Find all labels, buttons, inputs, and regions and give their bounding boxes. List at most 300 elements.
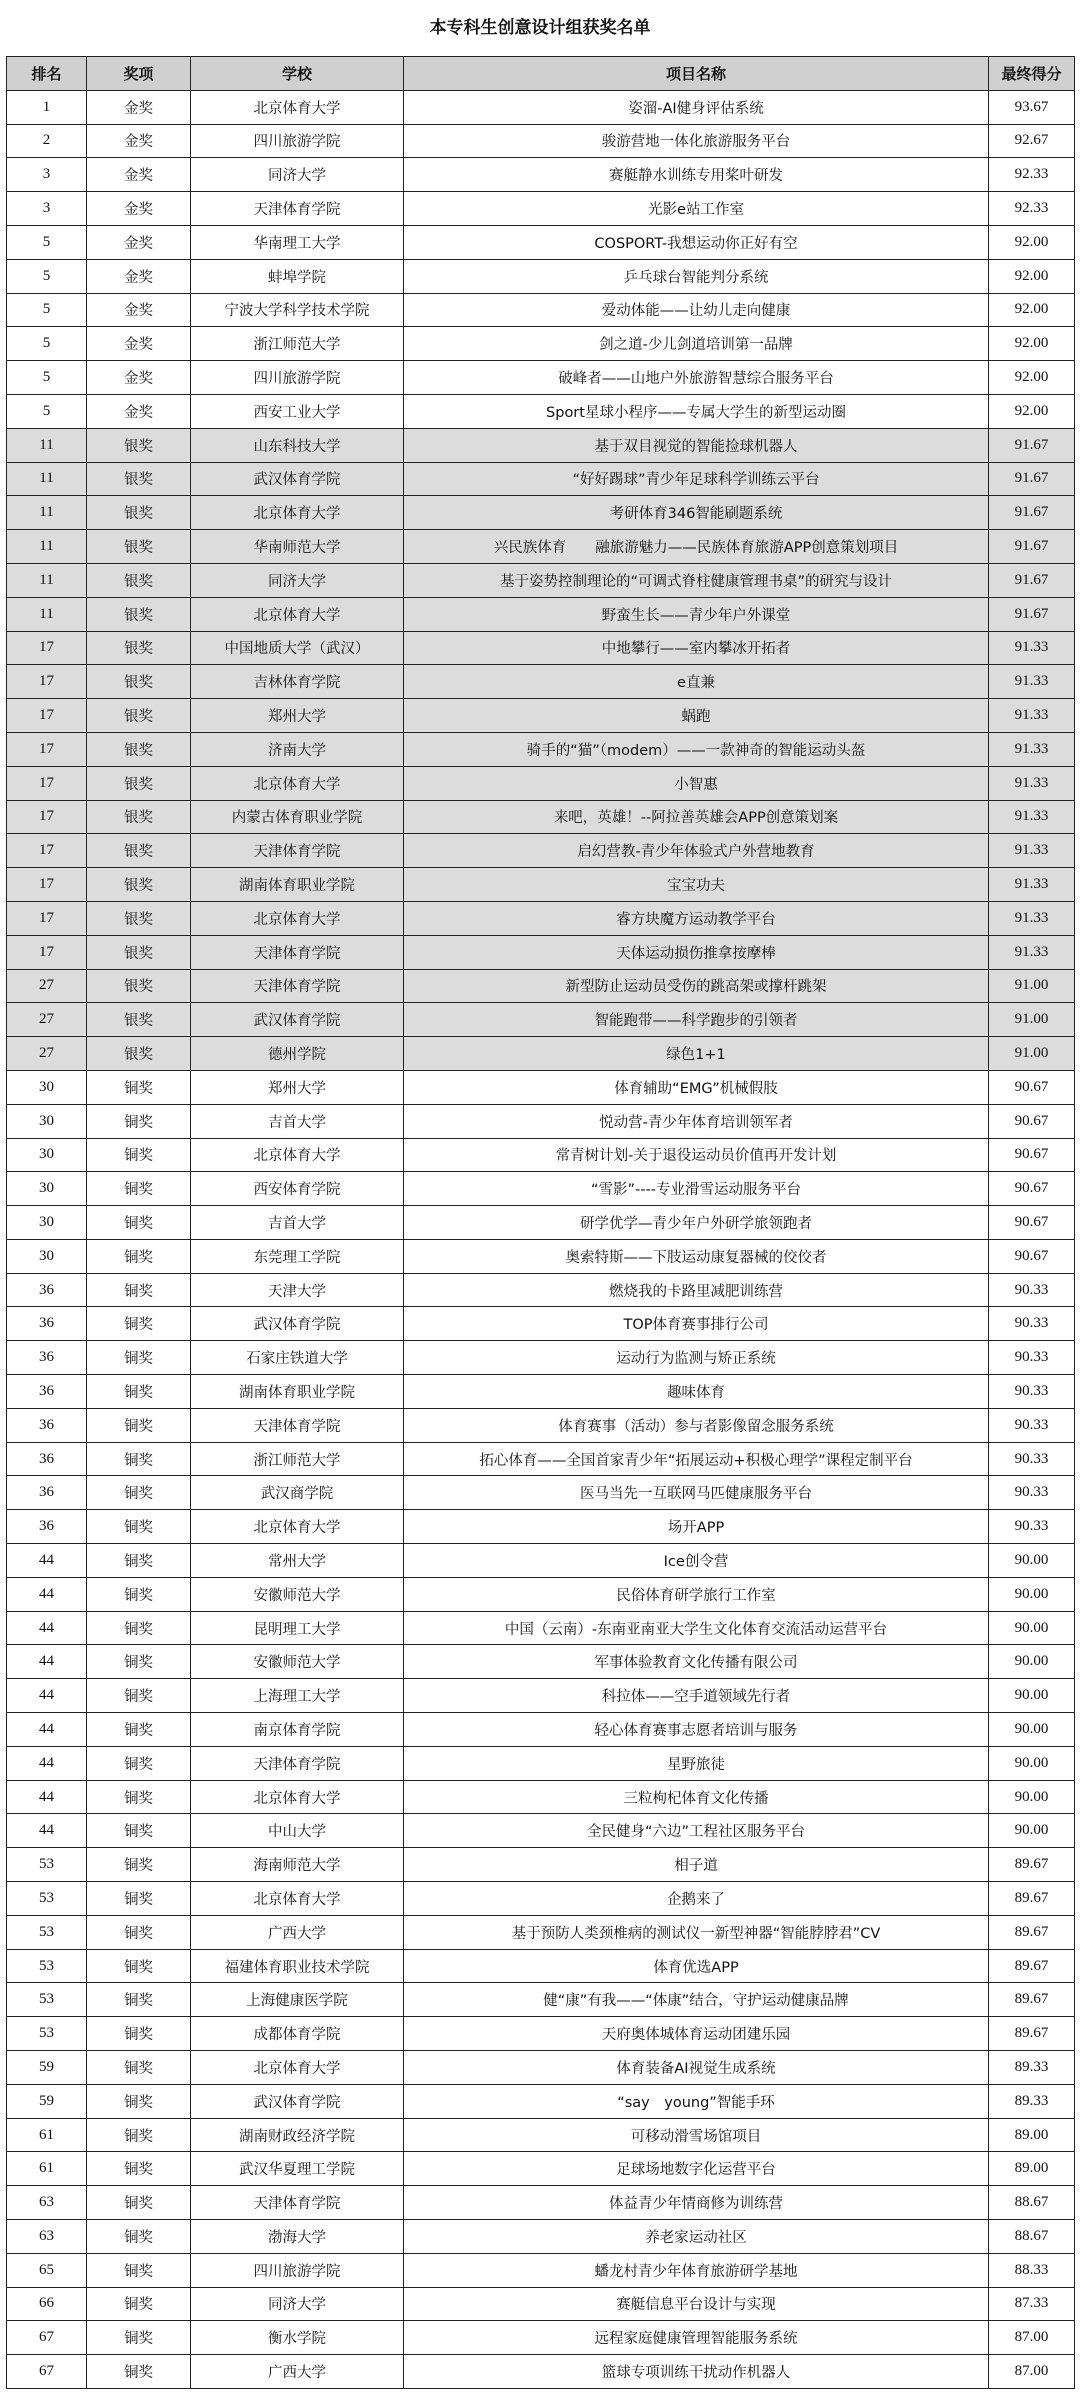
- school-cell: 山东科技大学: [191, 428, 404, 462]
- school-cell: 衡水学院: [191, 2321, 404, 2355]
- project-name-cell: 来吧，英雄！--阿拉善英雄会APP创意策划案: [404, 800, 989, 834]
- award-cell: 银奖: [87, 597, 191, 631]
- score-cell: 90.67: [989, 1070, 1075, 1104]
- school-cell: 德州学院: [191, 1037, 404, 1071]
- score-cell: 91.00: [989, 1003, 1075, 1037]
- school-cell: 内蒙古体育职业学院: [191, 800, 404, 834]
- award-cell: 铜奖: [87, 1510, 191, 1544]
- table-row: [7, 1611, 1075, 1645]
- rank-cell: 11: [7, 597, 87, 631]
- school-cell: 吉首大学: [191, 1206, 404, 1240]
- table-row: [7, 2118, 1075, 2152]
- header-final-score: 最终得分: [989, 57, 1075, 91]
- score-cell: 90.33: [989, 1476, 1075, 1510]
- school-cell: 广西大学: [191, 1915, 404, 1949]
- project-name-cell: 体益青少年情商修为训练营: [404, 2186, 989, 2220]
- score-cell: 89.67: [989, 2017, 1075, 2051]
- project-name-cell: 基于预防人类颈椎病的测试仪一新型神器“智能脖脖君”CV: [404, 1915, 989, 1949]
- rank-cell: 36: [7, 1408, 87, 1442]
- school-cell: 中山大学: [191, 1814, 404, 1848]
- award-cell: 银奖: [87, 496, 191, 530]
- rank-cell: 44: [7, 1544, 87, 1578]
- award-cell: 铜奖: [87, 1273, 191, 1307]
- project-name-cell: 基于姿势控制理论的“可调式脊柱健康管理书桌”的研究与设计: [404, 563, 989, 597]
- award-cell: 银奖: [87, 428, 191, 462]
- rank-cell: 59: [7, 2051, 87, 2085]
- award-cell: 铜奖: [87, 1239, 191, 1273]
- award-cell: 铜奖: [87, 1544, 191, 1578]
- table-row: [7, 1949, 1075, 1983]
- school-cell: 北京体育大学: [191, 597, 404, 631]
- award-cell: 银奖: [87, 732, 191, 766]
- project-name-cell: 体育装备AI视觉生成系统: [404, 2051, 989, 2085]
- rank-cell: 30: [7, 1239, 87, 1273]
- table-row: [7, 766, 1075, 800]
- table-row: [7, 428, 1075, 462]
- rank-cell: 44: [7, 1611, 87, 1645]
- school-cell: 海南师范大学: [191, 1848, 404, 1882]
- score-cell: 89.67: [989, 1949, 1075, 1983]
- score-cell: 91.00: [989, 1037, 1075, 1071]
- school-cell: 郑州大学: [191, 1070, 404, 1104]
- score-cell: 90.67: [989, 1172, 1075, 1206]
- rank-cell: 17: [7, 766, 87, 800]
- score-cell: 88.67: [989, 2220, 1075, 2254]
- table-row: [7, 2253, 1075, 2287]
- school-cell: 天津体育学院: [191, 1746, 404, 1780]
- rank-cell: 17: [7, 631, 87, 665]
- table-row: [7, 1206, 1075, 1240]
- project-name-cell: 轻心体育赛事志愿者培训与服务: [404, 1713, 989, 1747]
- award-cell: 铜奖: [87, 1915, 191, 1949]
- score-cell: 92.00: [989, 394, 1075, 428]
- project-name-cell: 破峰者——山地户外旅游智慧综合服务平台: [404, 361, 989, 395]
- project-name-cell: 野蛮生长——青少年户外课堂: [404, 597, 989, 631]
- table-row: [7, 868, 1075, 902]
- score-cell: 90.00: [989, 1577, 1075, 1611]
- rank-cell: 5: [7, 327, 87, 361]
- award-cell: 铜奖: [87, 2186, 191, 2220]
- award-cell: 银奖: [87, 800, 191, 834]
- score-cell: 90.33: [989, 1341, 1075, 1375]
- score-cell: 91.33: [989, 766, 1075, 800]
- award-cell: 铜奖: [87, 2253, 191, 2287]
- project-name-cell: 骑手的“猫”（modem）——一款神奇的智能运动头盔: [404, 732, 989, 766]
- award-cell: 铜奖: [87, 1172, 191, 1206]
- table-row: [7, 1104, 1075, 1138]
- project-name-cell: 蜗跑: [404, 699, 989, 733]
- score-cell: 90.00: [989, 1713, 1075, 1747]
- table-row: [7, 732, 1075, 766]
- table-row: [7, 665, 1075, 699]
- school-cell: 上海健康医学院: [191, 1983, 404, 2017]
- header-project-name: 项目名称: [404, 57, 989, 91]
- project-name-cell: 小智惠: [404, 766, 989, 800]
- school-cell: 吉首大学: [191, 1104, 404, 1138]
- rank-cell: 44: [7, 1577, 87, 1611]
- score-cell: 90.00: [989, 1611, 1075, 1645]
- header-award: 奖项: [87, 57, 191, 91]
- school-cell: 武汉体育学院: [191, 462, 404, 496]
- school-cell: 北京体育大学: [191, 1510, 404, 1544]
- project-name-cell: 智能跑带——科学跑步的引领者: [404, 1003, 989, 1037]
- project-name-cell: 常青树计划-关于退役运动员价值再开发计划: [404, 1138, 989, 1172]
- score-cell: 90.00: [989, 1544, 1075, 1578]
- rank-cell: 11: [7, 530, 87, 564]
- award-cell: 金奖: [87, 158, 191, 192]
- table-row: [7, 462, 1075, 496]
- project-name-cell: 天府奥体城体育运动团建乐园: [404, 2017, 989, 2051]
- rank-cell: 17: [7, 732, 87, 766]
- award-cell: 银奖: [87, 563, 191, 597]
- project-name-cell: 养老家运动社区: [404, 2220, 989, 2254]
- award-cell: 银奖: [87, 935, 191, 969]
- score-cell: 91.33: [989, 935, 1075, 969]
- award-cell: 银奖: [87, 1037, 191, 1071]
- project-name-cell: 医马当先一互联网马匹健康服务平台: [404, 1476, 989, 1510]
- score-cell: 89.67: [989, 1915, 1075, 1949]
- project-name-cell: 姿溜-AI健身评估系统: [404, 90, 989, 124]
- project-name-cell: Sport星球小程序——专属大学生的新型运动圈: [404, 394, 989, 428]
- project-name-cell: 运动行为监测与矫正系统: [404, 1341, 989, 1375]
- project-name-cell: e直兼: [404, 665, 989, 699]
- project-name-cell: 乒乓球台智能判分系统: [404, 259, 989, 293]
- school-cell: 同济大学: [191, 563, 404, 597]
- table-row: [7, 1746, 1075, 1780]
- award-cell: 铜奖: [87, 1070, 191, 1104]
- rank-cell: 2: [7, 124, 87, 158]
- score-cell: 90.33: [989, 1408, 1075, 1442]
- award-cell: 铜奖: [87, 1746, 191, 1780]
- table-row: [7, 192, 1075, 226]
- score-cell: 89.33: [989, 2084, 1075, 2118]
- award-cell: 铜奖: [87, 1307, 191, 1341]
- project-name-cell: 科拉体——空手道领域先行者: [404, 1679, 989, 1713]
- rank-cell: 5: [7, 293, 87, 327]
- rank-cell: 30: [7, 1070, 87, 1104]
- table-row: [7, 2084, 1075, 2118]
- award-cell: 铜奖: [87, 2321, 191, 2355]
- award-cell: 铜奖: [87, 1780, 191, 1814]
- school-cell: 东莞理工学院: [191, 1239, 404, 1273]
- award-cell: 铜奖: [87, 1611, 191, 1645]
- school-cell: 北京体育大学: [191, 1780, 404, 1814]
- project-name-cell: 天体运动损伤推拿按摩棒: [404, 935, 989, 969]
- table-row: [7, 1375, 1075, 1409]
- score-cell: 89.00: [989, 2152, 1075, 2186]
- table-row: [7, 158, 1075, 192]
- school-cell: 天津体育学院: [191, 1408, 404, 1442]
- award-cell: 铜奖: [87, 1104, 191, 1138]
- school-cell: 武汉体育学院: [191, 1307, 404, 1341]
- rank-cell: 30: [7, 1206, 87, 1240]
- rank-cell: 36: [7, 1341, 87, 1375]
- award-cell: 金奖: [87, 90, 191, 124]
- score-cell: 91.33: [989, 868, 1075, 902]
- school-cell: 郑州大学: [191, 699, 404, 733]
- rank-cell: 66: [7, 2287, 87, 2321]
- project-name-cell: 启幻营教-青少年体验式户外营地教育: [404, 834, 989, 868]
- rank-cell: 67: [7, 2355, 87, 2389]
- table-row: [7, 259, 1075, 293]
- rank-cell: 67: [7, 2321, 87, 2355]
- score-cell: 90.00: [989, 1780, 1075, 1814]
- table-row: [7, 1408, 1075, 1442]
- school-cell: 安徽师范大学: [191, 1645, 404, 1679]
- score-cell: 91.67: [989, 428, 1075, 462]
- school-cell: 武汉华夏理工学院: [191, 2152, 404, 2186]
- table-row: [7, 1273, 1075, 1307]
- rank-cell: 30: [7, 1172, 87, 1206]
- school-cell: 常州大学: [191, 1544, 404, 1578]
- school-cell: 同济大学: [191, 158, 404, 192]
- project-name-cell: 相子道: [404, 1848, 989, 1882]
- table-row: [7, 2152, 1075, 2186]
- table-row: [7, 1882, 1075, 1916]
- award-cell: 金奖: [87, 327, 191, 361]
- school-cell: 西安工业大学: [191, 394, 404, 428]
- score-cell: 89.00: [989, 2118, 1075, 2152]
- rank-cell: 5: [7, 394, 87, 428]
- award-cell: 铜奖: [87, 1848, 191, 1882]
- award-cell: 铜奖: [87, 2017, 191, 2051]
- school-cell: 北京体育大学: [191, 901, 404, 935]
- school-cell: 昆明理工大学: [191, 1611, 404, 1645]
- score-cell: 87.00: [989, 2355, 1075, 2389]
- awards-table: [6, 56, 1075, 2389]
- school-cell: 浙江师范大学: [191, 327, 404, 361]
- rank-cell: 30: [7, 1138, 87, 1172]
- table-row: [7, 2220, 1075, 2254]
- rank-cell: 3: [7, 158, 87, 192]
- school-cell: 华南师范大学: [191, 530, 404, 564]
- score-cell: 90.33: [989, 1375, 1075, 1409]
- school-cell: 四川旅游学院: [191, 361, 404, 395]
- school-cell: 北京体育大学: [191, 766, 404, 800]
- score-cell: 92.00: [989, 327, 1075, 361]
- rank-cell: 36: [7, 1375, 87, 1409]
- award-cell: 铜奖: [87, 1645, 191, 1679]
- rank-cell: 17: [7, 935, 87, 969]
- score-cell: 91.33: [989, 800, 1075, 834]
- score-cell: 93.67: [989, 90, 1075, 124]
- rank-cell: 53: [7, 1882, 87, 1916]
- rank-cell: 11: [7, 496, 87, 530]
- table-row: [7, 1307, 1075, 1341]
- score-cell: 91.67: [989, 496, 1075, 530]
- rank-cell: 5: [7, 225, 87, 259]
- rank-cell: 44: [7, 1814, 87, 1848]
- score-cell: 91.33: [989, 665, 1075, 699]
- header-rank: 排名: [7, 57, 87, 91]
- project-name-cell: 星野旅徒: [404, 1746, 989, 1780]
- rank-cell: 53: [7, 1915, 87, 1949]
- award-cell: 铜奖: [87, 1206, 191, 1240]
- award-cell: 银奖: [87, 631, 191, 665]
- rank-cell: 44: [7, 1746, 87, 1780]
- project-name-cell: “雪影”----专业滑雪运动服务平台: [404, 1172, 989, 1206]
- school-cell: 北京体育大学: [191, 1882, 404, 1916]
- score-cell: 90.00: [989, 1746, 1075, 1780]
- project-name-cell: TOP体育赛事排行公司: [404, 1307, 989, 1341]
- project-name-cell: COSPORT-我想运动你正好有空: [404, 225, 989, 259]
- rank-cell: 17: [7, 665, 87, 699]
- project-name-cell: 三粒枸杞体育文化传播: [404, 1780, 989, 1814]
- school-cell: 武汉体育学院: [191, 2084, 404, 2118]
- award-cell: 铜奖: [87, 2355, 191, 2389]
- award-cell: 铜奖: [87, 2118, 191, 2152]
- score-cell: 92.33: [989, 192, 1075, 226]
- table-row: [7, 2017, 1075, 2051]
- table-row: [7, 1645, 1075, 1679]
- award-cell: 银奖: [87, 530, 191, 564]
- project-name-cell: 新型防止运动员受伤的跳高架或撑杆跳架: [404, 969, 989, 1003]
- school-cell: 湖南体育职业学院: [191, 868, 404, 902]
- score-cell: 90.33: [989, 1307, 1075, 1341]
- score-cell: 92.67: [989, 124, 1075, 158]
- score-cell: 89.67: [989, 1983, 1075, 2017]
- table-row: [7, 597, 1075, 631]
- project-name-cell: 民俗体育研学旅行工作室: [404, 1577, 989, 1611]
- rank-cell: 53: [7, 1983, 87, 2017]
- project-name-cell: 光影e站工作室: [404, 192, 989, 226]
- project-name-cell: 绿色1+1: [404, 1037, 989, 1071]
- rank-cell: 61: [7, 2152, 87, 2186]
- table-row: [7, 1983, 1075, 2017]
- table-row: [7, 293, 1075, 327]
- rank-cell: 30: [7, 1104, 87, 1138]
- table-body: [7, 90, 1075, 2388]
- table-row: [7, 225, 1075, 259]
- project-name-cell: 剑之道-少儿剑道培训第一品牌: [404, 327, 989, 361]
- award-cell: 铜奖: [87, 1375, 191, 1409]
- score-cell: 91.67: [989, 462, 1075, 496]
- school-cell: 济南大学: [191, 732, 404, 766]
- award-cell: 铜奖: [87, 1949, 191, 1983]
- table-row: [7, 1814, 1075, 1848]
- school-cell: 同济大学: [191, 2287, 404, 2321]
- table-row: [7, 1341, 1075, 1375]
- rank-cell: 11: [7, 428, 87, 462]
- project-name-cell: 中国（云南）-东南亚南亚大学生文化体育交流活动运营平台: [404, 1611, 989, 1645]
- rank-cell: 44: [7, 1645, 87, 1679]
- rank-cell: 59: [7, 2084, 87, 2118]
- table-row: [7, 2355, 1075, 2389]
- score-cell: 92.00: [989, 361, 1075, 395]
- school-cell: 天津体育学院: [191, 935, 404, 969]
- rank-cell: 17: [7, 834, 87, 868]
- school-cell: 华南理工大学: [191, 225, 404, 259]
- school-cell: 安徽师范大学: [191, 1577, 404, 1611]
- score-cell: 88.67: [989, 2186, 1075, 2220]
- score-cell: 90.33: [989, 1273, 1075, 1307]
- project-name-cell: 体育优选APP: [404, 1949, 989, 1983]
- score-cell: 90.67: [989, 1138, 1075, 1172]
- score-cell: 87.33: [989, 2287, 1075, 2321]
- score-cell: 92.00: [989, 259, 1075, 293]
- rank-cell: 61: [7, 2118, 87, 2152]
- award-cell: 铜奖: [87, 2287, 191, 2321]
- score-cell: 90.00: [989, 1679, 1075, 1713]
- score-cell: 91.33: [989, 631, 1075, 665]
- rank-cell: 17: [7, 800, 87, 834]
- score-cell: 92.33: [989, 158, 1075, 192]
- table-row: [7, 699, 1075, 733]
- project-name-cell: 睿方块魔方运动教学平台: [404, 901, 989, 935]
- award-cell: 铜奖: [87, 1679, 191, 1713]
- school-cell: 北京体育大学: [191, 90, 404, 124]
- table-row: [7, 935, 1075, 969]
- award-cell: 铜奖: [87, 1341, 191, 1375]
- award-cell: 铜奖: [87, 1476, 191, 1510]
- score-cell: 91.67: [989, 597, 1075, 631]
- document-title: 本专科生创意设计组获奖名单: [429, 18, 651, 38]
- project-name-cell: 可移动滑雪场馆项目: [404, 2118, 989, 2152]
- award-cell: 金奖: [87, 124, 191, 158]
- project-name-cell: 赛艇静水训练专用桨叶研发: [404, 158, 989, 192]
- rank-cell: 44: [7, 1679, 87, 1713]
- rank-cell: 17: [7, 901, 87, 935]
- table-row: [7, 124, 1075, 158]
- school-cell: 湖南财政经济学院: [191, 2118, 404, 2152]
- project-name-cell: 全民健身“六边”工程社区服务平台: [404, 1814, 989, 1848]
- school-cell: 四川旅游学院: [191, 124, 404, 158]
- project-name-cell: 兴民族体育 融旅游魅力——民族体育旅游APP创意策划项目: [404, 530, 989, 564]
- table-row: [7, 1442, 1075, 1476]
- table-row: [7, 631, 1075, 665]
- award-cell: 铜奖: [87, 1713, 191, 1747]
- score-cell: 91.67: [989, 563, 1075, 597]
- award-cell: 银奖: [87, 766, 191, 800]
- rank-cell: 17: [7, 868, 87, 902]
- project-name-cell: 爱动体能——让幼儿走向健康: [404, 293, 989, 327]
- project-name-cell: 中地攀行——室内攀冰开拓者: [404, 631, 989, 665]
- table-row: [7, 1037, 1075, 1071]
- school-cell: 宁波大学科学技术学院: [191, 293, 404, 327]
- school-cell: 四川旅游学院: [191, 2253, 404, 2287]
- award-cell: 金奖: [87, 225, 191, 259]
- table-row: [7, 1070, 1075, 1104]
- rank-cell: 36: [7, 1273, 87, 1307]
- project-name-cell: 企鹅来了: [404, 1882, 989, 1916]
- project-name-cell: 奥索特斯——下肢运动康复器械的佼佼者: [404, 1239, 989, 1273]
- rank-cell: 11: [7, 462, 87, 496]
- score-cell: 91.00: [989, 969, 1075, 1003]
- table-row: [7, 1679, 1075, 1713]
- rank-cell: 53: [7, 1848, 87, 1882]
- award-cell: 银奖: [87, 868, 191, 902]
- award-cell: 铜奖: [87, 2152, 191, 2186]
- award-cell: 铜奖: [87, 1577, 191, 1611]
- school-cell: 浙江师范大学: [191, 1442, 404, 1476]
- award-cell: 铜奖: [87, 2220, 191, 2254]
- award-cell: 铜奖: [87, 1814, 191, 1848]
- score-cell: 87.00: [989, 2321, 1075, 2355]
- school-cell: 西安体育学院: [191, 1172, 404, 1206]
- rank-cell: 27: [7, 1003, 87, 1037]
- award-cell: 银奖: [87, 665, 191, 699]
- project-name-cell: 悦动营-青少年体育培训领军者: [404, 1104, 989, 1138]
- project-name-cell: 体育赛事（活动）参与者影像留念服务系统: [404, 1408, 989, 1442]
- rank-cell: 63: [7, 2220, 87, 2254]
- award-cell: 银奖: [87, 969, 191, 1003]
- award-cell: 金奖: [87, 192, 191, 226]
- award-cell: 金奖: [87, 361, 191, 395]
- school-cell: 天津体育学院: [191, 834, 404, 868]
- table-row: [7, 361, 1075, 395]
- school-cell: 武汉商学院: [191, 1476, 404, 1510]
- table-row: [7, 1138, 1075, 1172]
